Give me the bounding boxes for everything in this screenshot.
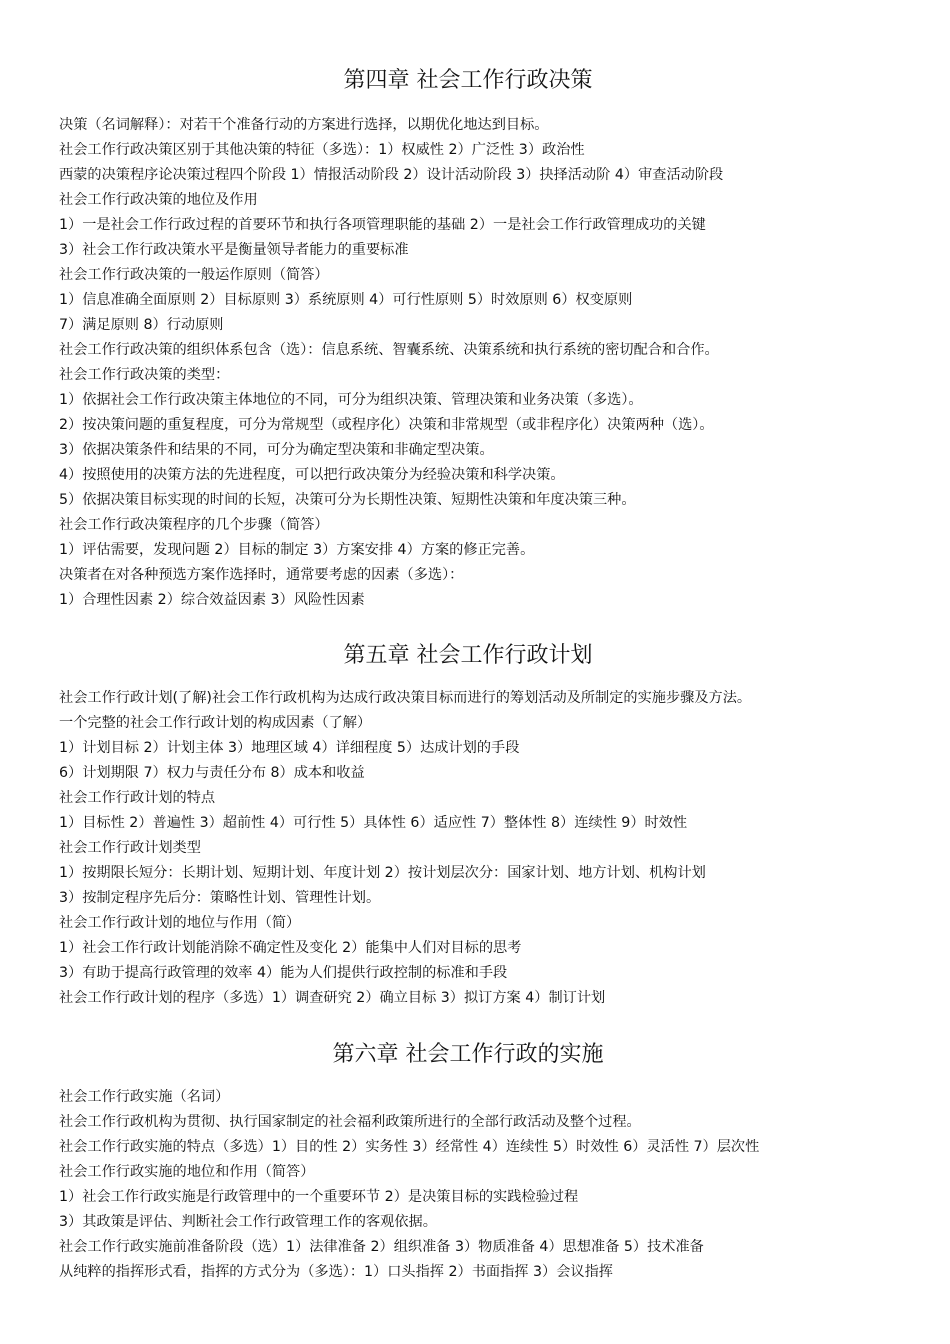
chapter5-line: 6）计划期限 7）权力与责任分布 8）成本和收益 [59, 765, 365, 781]
chapter4-line: 社会工作行政决策的组织体系包含（选）：信息系统、智囊系统、决策系统和执行系统的密切配合和合作。 [59, 342, 719, 358]
chapter6-title: 第六章 社会工作行政的实施 [332, 1042, 604, 1067]
chapter4-line: 社会工作行政决策的一般运作原则（简答） [59, 267, 329, 283]
chapter5-line: 社会工作行政计划的特点 [59, 790, 216, 806]
chapter4-line: 社会工作行政决策的地位及作用 [59, 192, 258, 208]
chapter6-line: 社会工作行政实施的特点（多选）1）目的性 2）实务性 3）经常性 4）连续性 5）时效性 6）灵活性 7）层次性 [59, 1139, 760, 1155]
chapter4-line: 3）社会工作行政决策水平是衡量领导者能力的重要标准 [59, 242, 409, 258]
chapter5-line: 一个完整的社会工作行政计划的构成因素（了解） [59, 715, 372, 731]
chapter5-line: 社会工作行政计划(了解)社会工作行政机构为达成行政决策目标而进行的筹划活动及所制定的实施步骤及方法。 [59, 690, 752, 706]
chapter4-line: 决策者在对各种预选方案作选择时，通常要考虑的因素（多选）： [59, 567, 464, 583]
chapter6-line: 1）社会工作行政实施是行政管理中的一个重要环节 2）是决策目标的实践检验过程 [59, 1189, 579, 1205]
chapter5-line: 社会工作行政计划的地位与作用（简） [59, 915, 301, 931]
chapter5-line: 社会工作行政计划类型 [59, 840, 201, 856]
chapter5-title: 第五章 社会工作行政计划 [343, 643, 593, 668]
chapter4-line: 1）信息准确全面原则 2）目标原则 3）系统原则 4）可行性原则 5）时效原则 6）权变原则 [59, 292, 633, 308]
chapter6-line: 社会工作行政实施的地位和作用（简答） [59, 1164, 315, 1180]
chapter4-line: 4）按照使用的决策方法的先进程度，可以把行政决策分为经验决策和科学决策。 [59, 467, 565, 483]
chapter4-line: 1）依据社会工作行政决策主体地位的不同，可分为组织决策、管理决策和业务决策（多选）。 [59, 392, 643, 408]
chapter6-line: 社会工作行政实施（名词） [59, 1089, 230, 1105]
chapter4-line: 社会工作行政决策的类型： [59, 367, 230, 383]
chapter4-line: 1）合理性因素 2）综合效益因素 3）风险性因素 [59, 592, 365, 608]
chapter4-line: 2）按决策问题的重复程度，可分为常规型（或程序化）决策和非常规型（或非程序化）决策两种（选）。 [59, 417, 714, 433]
chapter4-line: 决策（名词解释）：对若干个准备行动的方案进行选择，以期优化地达到目标。 [59, 117, 549, 133]
chapter4-line: 7）满足原则 8）行动原则 [59, 317, 224, 333]
chapter5-line: 3）按制定程序先后分：策略性计划、管理性计划。 [59, 890, 381, 906]
chapter6-line: 社会工作行政实施前准备阶段（选）1）法律准备 2）组织准备 3）物质准备 4）思想准备 5）技术准备 [59, 1239, 704, 1255]
chapter4-line: 3）依据决策条件和结果的不同，可分为确定型决策和非确定型决策。 [59, 442, 494, 458]
chapter4-title: 第四章 社会工作行政决策 [343, 68, 593, 93]
chapter5-line: 1）按期限长短分：长期计划、短期计划、年度计划 2）按计划层次分：国家计划、地方计划、机构计划 [59, 865, 706, 881]
chapter5-line: 1）社会工作行政计划能消除不确定性及变化 2）能集中人们对目标的思考 [59, 940, 522, 956]
chapter4-line: 社会工作行政决策区别于其他决策的特征（多选）：1）权威性 2）广泛性 3）政治性 [59, 142, 585, 158]
chapter4-line: 5）依据决策目标实现的时间的长短，决策可分为长期性决策、短期性决策和年度决策三种。 [59, 492, 636, 508]
chapter5-line: 社会工作行政计划的程序（多选）1）调查研究 2）确立目标 3）拟订方案 4）制订计划 [59, 990, 606, 1006]
chapter5-line: 3）有助于提高行政管理的效率 4）能为人们提供行政控制的标准和手段 [59, 965, 508, 981]
chapter6-line: 从纯粹的指挥形式看，指挥的方式分为（多选）：1）口头指挥 2）书面指挥 3）会议指挥 [59, 1264, 613, 1280]
chapter4-line: 西蒙的决策程序论决策过程四个阶段 1）情报活动阶段 2）设计活动阶段 3）抉择活动阶 4）审查活动阶段 [59, 167, 724, 183]
chapter4-line: 社会工作行政决策程序的几个步骤（简答） [59, 517, 329, 533]
chapter4-line: 1）评估需要，发现问题 2）目标的制定 3）方案安排 4）方案的修正完善。 [59, 542, 535, 558]
chapter4-line: 1）一是社会工作行政过程的首要环节和执行各项管理职能的基础 2）一是社会工作行政管理成功的关键 [59, 217, 706, 233]
chapter5-line: 1）目标性 2）普遍性 3）超前性 4）可行性 5）具体性 6）适应性 7）整体性 8）连续性 9）时效性 [59, 815, 688, 831]
chapter6-line: 社会工作行政机构为贯彻、执行国家制定的社会福利政策所进行的全部行政活动及整个过程。 [59, 1114, 641, 1130]
chapter5-line: 1）计划目标 2）计划主体 3）地理区域 4）详细程度 5）达成计划的手段 [59, 740, 520, 756]
chapter6-line: 3）其政策是评估、判断社会工作行政管理工作的客观依据。 [59, 1214, 437, 1230]
